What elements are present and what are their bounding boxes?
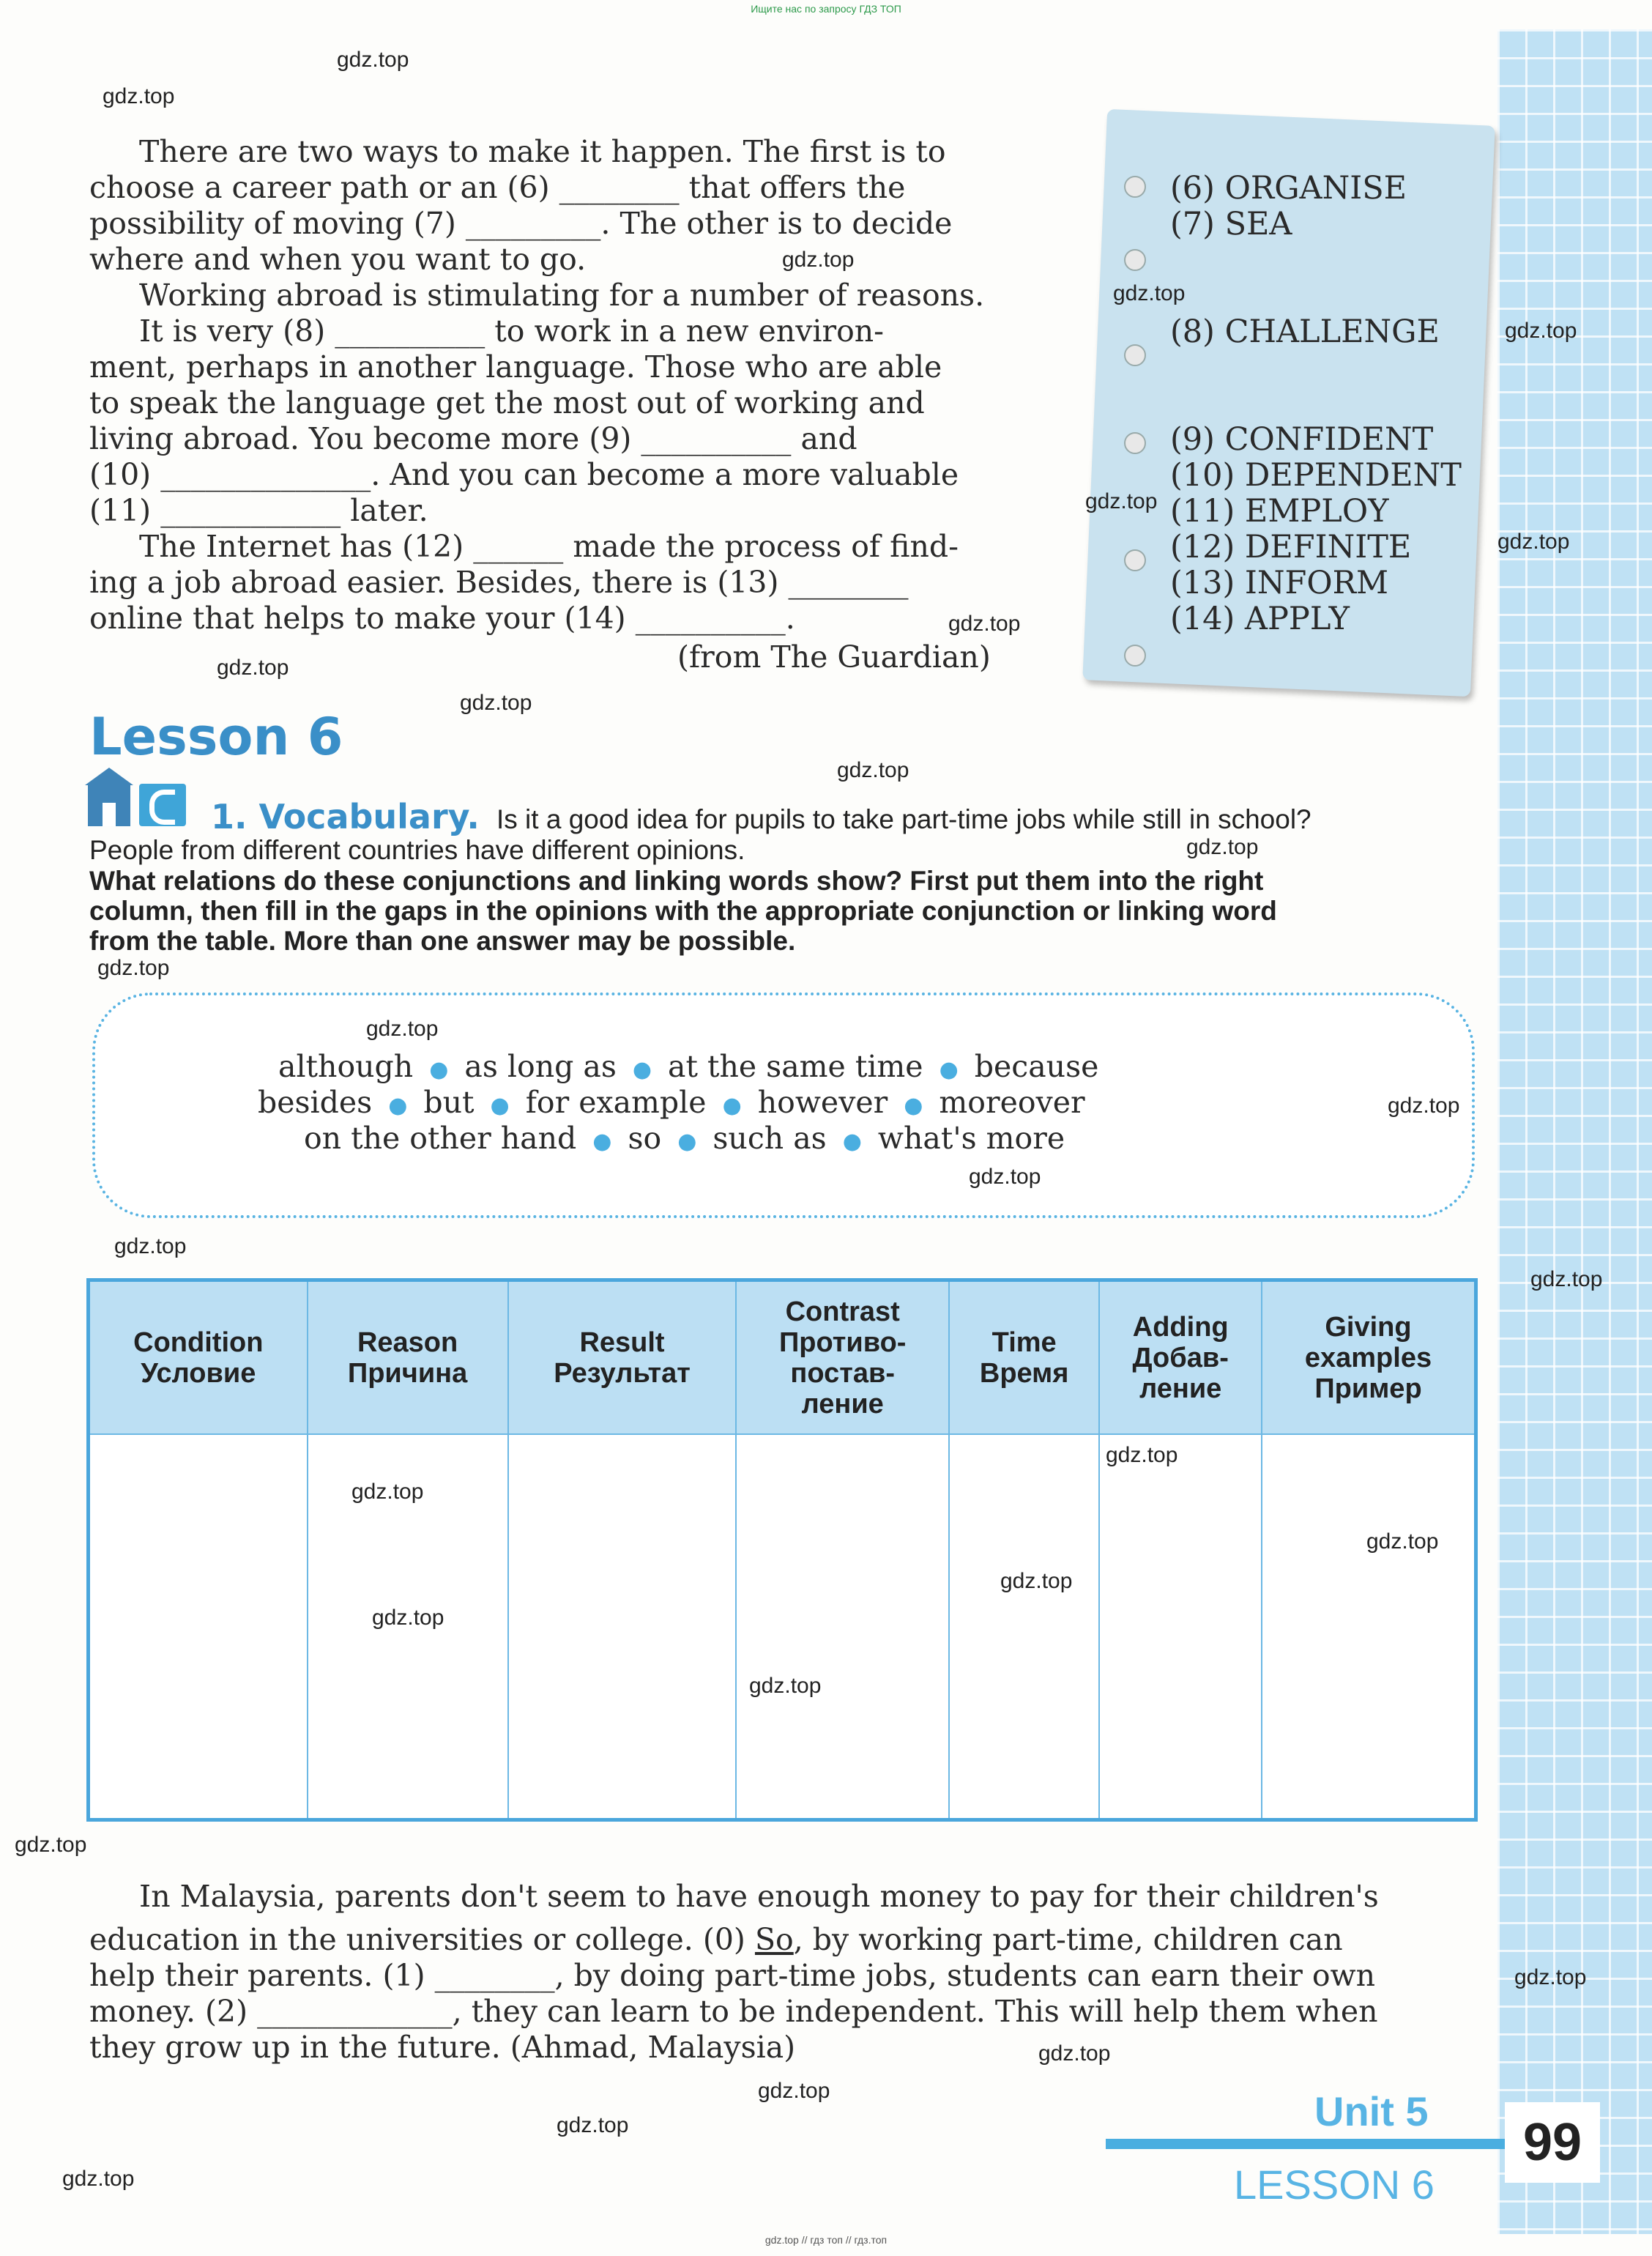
watermark: gdz.top [62,2167,135,2191]
watermark: gdz.top [351,1480,424,1504]
exercise-intro: Is it a good idea for pupils to take part-time jobs while still in school? [496,804,1311,834]
bottom-banner: gdz.top // гдз топ // гдз.топ [764,2234,888,2246]
header-reason: Reason Причина [308,1280,508,1435]
watermark: gdz.top [103,84,175,108]
footer-bar [1106,2139,1516,2149]
page-number: 99 [1505,2102,1600,2183]
cue-item: (7) SEA [1170,206,1292,242]
ring-icon [1124,344,1146,366]
example-answer: So [754,1922,794,1957]
word-item: such as [712,1121,827,1156]
watermark: gdz.top [1186,835,1259,859]
header-contrast: Contrast Противо- постав- ление [736,1280,948,1435]
cue-item: (12) DEFINITE [1170,529,1412,565]
watermark: gdz.top [1505,319,1577,343]
text-line: There are two ways to make it happen. The first is to [139,134,946,169]
opinion-line: education in the universities or college. (0) So, by working part-time, children can [89,1922,1343,1957]
opinion-line: money. (2) _____________, they can learn to be independent. This will help them when [89,1994,1378,2029]
word-row: on the other hand ● so ● such as ● what's more [304,1121,1065,1156]
source-credit: (from The Guardian) [677,639,991,675]
word-item: on the other hand [304,1121,577,1156]
cue-item: (6) ORGANISE [1170,170,1407,207]
lesson-label: LESSON 6 [1234,2162,1435,2208]
watermark: gdz.top [1085,489,1158,513]
watermark: gdz.top [337,48,409,72]
top-banner: Ищите нас по запросу ГДЗ ТОП [751,3,901,15]
watermark: gdz.top [948,612,1021,636]
word-item: although [278,1049,414,1084]
word-item: what's more [877,1121,1065,1156]
watermark: gdz.top [557,2113,629,2137]
exercise-instruction: column, then fill in the gaps in the opinions with the appropriate conjunction or linking word [89,896,1277,926]
table-cell[interactable] [89,1434,308,1820]
table-cell[interactable] [1099,1434,1262,1820]
home-task-icon [88,784,130,826]
text-line: online that helps to make your (14) __________. [89,601,795,636]
watermark: gdz.top [749,1674,822,1698]
cue-item: (14) APPLY [1170,601,1350,637]
lesson-title: Lesson 6 [89,707,343,767]
watermark: gdz.top [1530,1267,1603,1291]
watermark: gdz.top [372,1606,444,1630]
cue-item: (13) INFORM [1170,565,1389,601]
header-result: Result Результат [508,1280,737,1435]
text-line: (11) ____________ later. [89,493,428,528]
word-row: besides ● but ● for example ● however ● moreover [258,1085,1085,1120]
text-line: It is very (8) __________ to work in a new environ- [139,313,885,349]
text-line: where and when you want to go. [89,242,587,277]
unit-label: Unit 5 [1314,2088,1429,2134]
text-line: to speak the language get the most out of working and [89,385,925,420]
exercise-instruction: What relations do these conjunctions and linking words show? First put them into the right [89,866,1264,896]
text-line: Working abroad is stimulating for a number of reasons. [139,278,985,313]
watermark: gdz.top [969,1165,1041,1189]
cue-item: (11) EMPLOY [1170,493,1389,530]
table-cell[interactable] [1262,1434,1476,1820]
exercise-instruction: from the table. More than one answer may be possible. [89,926,796,956]
workbook-icon [139,784,186,826]
text-line: ment, perhaps in another language. Those who are able [89,349,942,385]
ring-icon [1124,645,1146,667]
watermark: gdz.top [366,1017,439,1041]
text-line: choose a career path or an (6) ________ that offers the [89,170,906,205]
word-item: so [628,1121,662,1156]
word-item: besides [258,1085,373,1120]
watermark: gdz.top [1388,1094,1460,1118]
header-condition: Condition Условие [89,1280,308,1435]
exercise-intro: People from different countries have different opinions. [89,835,745,865]
header-time: Time Время [949,1280,1100,1435]
blue-grid-margin [1497,29,1652,2234]
exercise-title: 1. Vocabulary. [211,797,480,836]
watermark: gdz.top [114,1234,187,1258]
watermark: gdz.top [837,758,909,782]
ring-icon [1124,176,1146,198]
ring-icon [1124,432,1146,454]
watermark: gdz.top [1366,1529,1439,1554]
watermark: gdz.top [782,248,855,272]
cue-item: (9) CONFIDENT [1170,421,1434,458]
table-cell[interactable] [736,1434,948,1820]
watermark: gdz.top [97,956,170,980]
watermark: gdz.top [217,656,289,680]
ring-icon [1124,249,1146,271]
opinion-line: they grow up in the future. (Ahmad, Malaysia) [89,2030,796,2065]
conjunction-table [86,1278,1478,1822]
table-cell[interactable] [949,1434,1100,1820]
cue-item: (10) DEPENDENT [1170,457,1462,494]
word-item: because [974,1049,1099,1084]
word-item: at the same time [668,1049,923,1084]
word-item: however [757,1085,888,1120]
watermark: gdz.top [1106,1443,1178,1467]
watermark: gdz.top [1000,1569,1073,1593]
watermark: gdz.top [1038,2041,1111,2066]
header-examples: Giving examples Пример [1262,1280,1476,1435]
watermark: gdz.top [1497,530,1570,554]
header-adding: Adding Добав- ление [1099,1280,1262,1435]
word-item: as long as [464,1049,617,1084]
watermark: gdz.top [1113,281,1186,305]
text-line: possibility of moving (7) _________. The other is to decide [89,206,953,241]
watermark: gdz.top [15,1833,87,1857]
watermark: gdz.top [1514,1965,1587,1989]
word-item: moreover [939,1085,1085,1120]
watermark: gdz.top [758,2079,830,2103]
watermark: gdz.top [460,691,532,715]
text-line: living abroad. You become more (9) __________ and [89,421,857,456]
cue-item: (8) CHALLENGE [1170,313,1440,350]
text-line: ing a job abroad easier. Besides, there is (13) ________ [89,565,909,600]
opinion-line: In Malaysia, parents don't seem to have enough money to pay for their children's [139,1879,1379,1914]
word-item: for example [525,1085,707,1120]
word-row: although ● as long as ● at the same time ● because [278,1049,1099,1084]
text-line: (10) ______________. And you can become a more valuable [89,457,959,492]
table-cell[interactable] [508,1434,737,1820]
text-line: The Internet has (12) ______ made the process of find- [139,529,959,564]
word-item: but [423,1085,475,1120]
ring-icon [1124,549,1146,571]
opinion-line: help their parents. (1) ________, by doing part-time jobs, students can earn their own [89,1958,1376,1993]
